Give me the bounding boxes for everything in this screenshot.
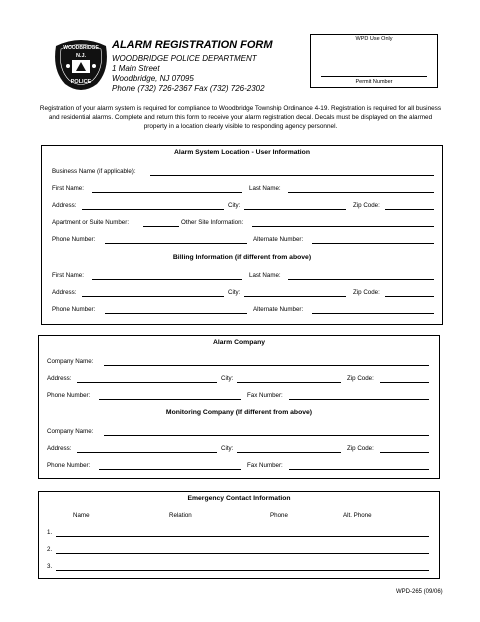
company-fax-label: Fax Number: — [247, 392, 283, 399]
column-header-name: Name — [73, 512, 90, 519]
last-name-field[interactable] — [288, 192, 434, 193]
alternate-number-field[interactable] — [312, 243, 434, 244]
company-address-label: Address: — [47, 375, 72, 382]
monitoring-company-title: Monitoring Company (If different from above) — [165, 409, 313, 416]
company-phone-label: Phone Number: — [47, 392, 91, 399]
contact-row-3-field[interactable] — [56, 570, 429, 571]
contact-row-2-field[interactable] — [56, 553, 429, 554]
phone-number-field[interactable] — [105, 243, 247, 244]
apartment-field[interactable] — [143, 226, 179, 227]
emergency-contact-title: Emergency Contact Information — [187, 495, 291, 502]
column-header-relation: Relation — [169, 512, 192, 519]
office-use-box — [310, 34, 438, 88]
billing-alternate-label: Alternate Number: — [253, 306, 304, 313]
form-title: ALARM REGISTRATION FORM — [112, 39, 273, 51]
business-name-label: Business Name (if applicable): — [52, 168, 136, 175]
company-zip-field[interactable] — [380, 382, 429, 383]
company-city-label: City: — [221, 375, 234, 382]
billing-phone-label: Phone Number: — [52, 306, 96, 313]
contact-row-3-number: 3. — [47, 563, 53, 570]
contact-row-2-number: 2. — [47, 546, 53, 553]
phone-number-label: Phone Number: — [52, 236, 96, 243]
company-name-field[interactable] — [104, 365, 429, 366]
zip-code-label: Zip Code: — [353, 202, 380, 209]
monitoring-city-field[interactable] — [237, 452, 341, 453]
monitoring-city-label: City: — [221, 445, 234, 452]
emergency-contact-section — [38, 491, 440, 579]
company-name-label: Company Name: — [47, 358, 94, 365]
address-line-1: 1 Main Street — [112, 64, 160, 73]
office-use-heading: WPD Use Only — [355, 36, 393, 42]
billing-last-name-label: Last Name: — [249, 272, 281, 279]
contact-row-1-number: 1. — [47, 529, 53, 536]
police-badge-logo — [52, 36, 110, 94]
monitoring-name-field[interactable] — [104, 435, 429, 436]
permit-number-field[interactable] — [321, 76, 427, 77]
monitoring-fax-field[interactable] — [289, 469, 429, 470]
apartment-label: Apartment or Suite Number: — [52, 219, 130, 226]
permit-number-label: Permit Number — [355, 79, 393, 85]
intro-paragraph: Registration of your alarm system is required for compliance to Woodbridge Township Ordinance 4-19. Registration is required for all business and residential alarms. Complete and return this form to receive your alarm registration decal. Decals must be displayed on the alarmed property in a location clearly visible to responding agency personnel. — [39, 105, 442, 131]
column-header-alt-phone: Alt. Phone — [343, 512, 372, 519]
billing-zip-code-field[interactable] — [385, 296, 434, 297]
monitoring-phone-label: Phone Number: — [47, 462, 91, 469]
company-phone-field[interactable] — [99, 399, 241, 400]
monitoring-address-label: Address: — [47, 445, 72, 452]
monitoring-phone-field[interactable] — [99, 469, 241, 470]
city-label: City: — [228, 202, 241, 209]
city-field[interactable] — [244, 209, 346, 210]
address-line-2: Woodbridge, NJ 07095 — [112, 74, 194, 83]
monitoring-name-label: Company Name: — [47, 428, 94, 435]
phone-fax-line: Phone (732) 726-2367 Fax (732) 726-2302 — [112, 84, 265, 93]
billing-first-name-label: First Name: — [52, 272, 84, 279]
billing-city-label: City: — [228, 289, 241, 296]
first-name-field[interactable] — [92, 192, 242, 193]
monitoring-zip-field[interactable] — [380, 452, 429, 453]
first-name-label: First Name: — [52, 185, 84, 192]
monitoring-fax-label: Fax Number: — [247, 462, 283, 469]
department-name: WOODBRIDGE POLICE DEPARTMENT — [112, 54, 257, 63]
alternate-number-label: Alternate Number: — [253, 236, 304, 243]
badge-bottom-lettering: POLICE — [70, 79, 92, 85]
billing-address-field[interactable] — [82, 296, 224, 297]
billing-alternate-field[interactable] — [312, 313, 434, 314]
billing-first-name-field[interactable] — [92, 279, 242, 280]
billing-phone-field[interactable] — [105, 313, 247, 314]
location-section — [41, 145, 443, 325]
alarm-company-section — [38, 335, 440, 479]
billing-last-name-field[interactable] — [288, 279, 434, 280]
other-site-label: Other Site Information: — [181, 219, 244, 226]
location-section-title: Alarm System Location - User Information — [174, 149, 310, 156]
badge-state-lettering: N.J. — [75, 53, 87, 59]
business-name-field[interactable] — [150, 175, 434, 176]
billing-address-label: Address: — [52, 289, 77, 296]
company-fax-field[interactable] — [289, 399, 429, 400]
badge-top-lettering: WOODBRIDGE — [63, 45, 99, 51]
company-city-field[interactable] — [237, 382, 341, 383]
billing-zip-code-label: Zip Code: — [353, 289, 380, 296]
company-address-field[interactable] — [77, 382, 217, 383]
company-zip-label: Zip Code: — [347, 375, 374, 382]
column-header-phone: Phone — [270, 512, 288, 519]
form-number: WPD-265 (09/06) — [396, 589, 443, 595]
monitoring-address-field[interactable] — [77, 452, 217, 453]
zip-code-field[interactable] — [385, 209, 434, 210]
address-label: Address: — [52, 202, 77, 209]
monitoring-zip-label: Zip Code: — [347, 445, 374, 452]
alarm-company-title: Alarm Company — [212, 339, 266, 346]
billing-section-title: Billing Information (if different from above) — [172, 254, 312, 261]
address-field[interactable] — [82, 209, 224, 210]
contact-row-1-field[interactable] — [56, 536, 429, 537]
other-site-field[interactable] — [252, 226, 434, 227]
last-name-label: Last Name: — [249, 185, 281, 192]
billing-city-field[interactable] — [244, 296, 346, 297]
